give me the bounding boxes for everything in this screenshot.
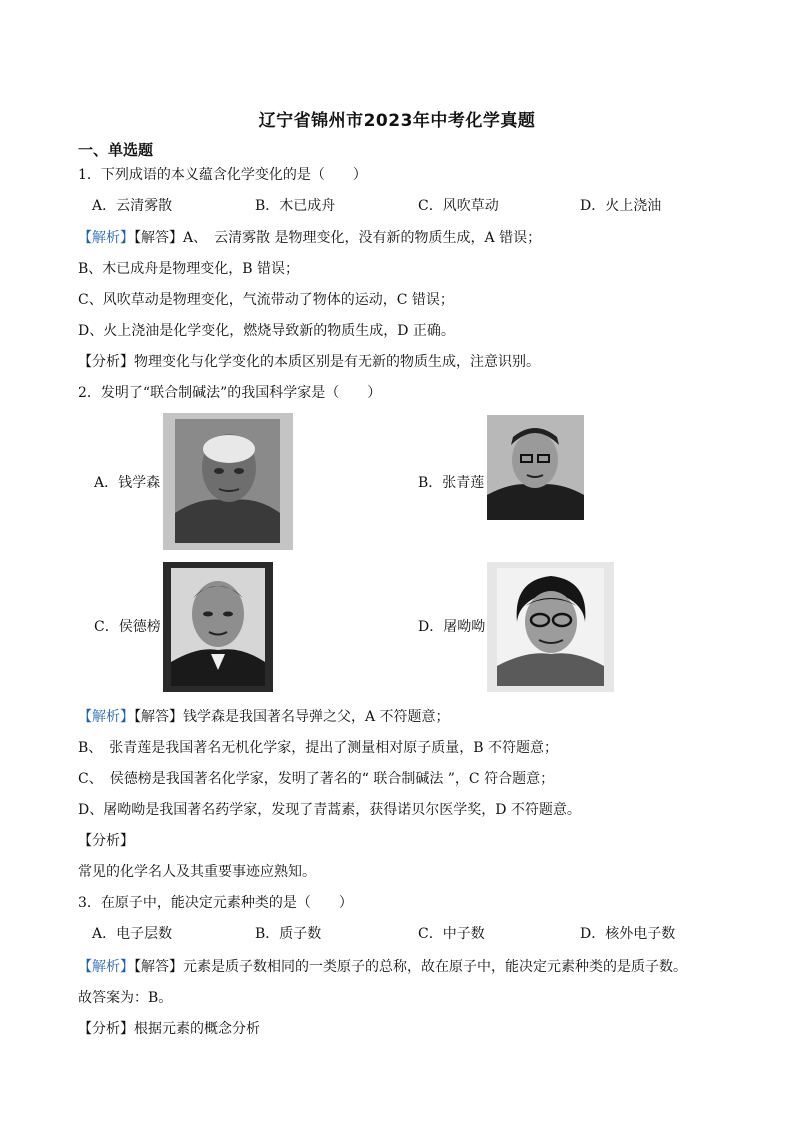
q1-answer-3: C、风吹草动是物理变化，气流带动了物体的运动，C 错误； [78, 292, 454, 308]
q2-option-a: A．钱学森 [94, 475, 161, 491]
q2-option-c: C．侯德榜 [94, 619, 161, 635]
q3-analysis: 【分析】根据元素的概念分析 [78, 1021, 260, 1037]
q1-option-c: C．风吹草动 [418, 198, 499, 214]
portrait-b-image [487, 415, 584, 520]
portrait-b-photo [487, 415, 584, 520]
section-heading: 一、单选题 [78, 141, 154, 159]
q3-option-b: B．质子数 [255, 926, 322, 942]
q2-analysis-label: 【分析】 [78, 833, 134, 849]
page-title: 辽宁省锦州市2023年中考化学真题 [258, 111, 536, 131]
portrait-a-image [163, 413, 293, 550]
q1-solution-line-1 [78, 228, 541, 248]
q2-solution-line-1 [78, 707, 450, 727]
solution-tag: 【解析】 [78, 959, 134, 975]
q3-option-c: C．中子数 [418, 926, 485, 942]
q1-option-d: D．火上浇油 [580, 198, 662, 214]
q2-answer-3: C、 侯德榜是我国著名化学家，发明了著名的“ 联合制碱法 ”，C 符合题意； [78, 771, 555, 787]
q2-answer-4: D、屠呦呦是我国著名药学家，发现了青蒿素，获得诺贝尔医学奖，D 不符题意。 [78, 802, 581, 818]
q3-option-a: A．电子层数 [92, 926, 173, 942]
portrait-c-image [163, 562, 273, 692]
portrait-d-image [487, 562, 614, 692]
portrait-d-photo [487, 562, 614, 692]
question-2-stem: 2．发明了“联合制碱法”的我国科学家是（ ） [78, 385, 382, 401]
q2-option-d: D．屠呦呦 [418, 619, 486, 635]
solution-tag: 【解析】 [78, 230, 134, 246]
q2-answer-1: 【解答】钱学森是我国著名导弹之父，A 不符题意； [134, 709, 450, 725]
portrait-c-photo [163, 562, 273, 692]
q1-analysis: 【分析】物理变化与化学变化的本质区别是有无新的物质生成，注意识别。 [78, 354, 540, 370]
question-1-stem: 1．下列成语的本义蕴含化学变化的是（ ） [78, 167, 367, 183]
q2-option-b: B．张青莲 [418, 475, 485, 491]
q1-answer-1: 【解答】A、 云清雾散 是物理变化，没有新的物质生成，A 错误； [134, 230, 542, 246]
portrait-a-photo [163, 413, 293, 550]
question-3-stem: 3．在原子中，能决定元素种类的是（ ） [78, 895, 353, 911]
solution-tag: 【解析】 [78, 709, 134, 725]
q1-answer-4: D、火上浇油是化学变化，燃烧导致新的物质生成，D 正确。 [78, 323, 455, 339]
q3-answer-2: 故答案为：B。 [78, 990, 173, 1006]
q3-solution-line-1 [78, 957, 687, 977]
q3-answer-1: 【解答】元素是质子数相同的一类原子的总称，故在原子中，能决定元素种类的是质子数。 [134, 959, 687, 975]
q3-option-d: D．核外电子数 [580, 926, 676, 942]
q1-option-b: B．木已成舟 [255, 198, 336, 214]
q1-answer-2: B、木已成舟是物理变化，B 错误； [78, 261, 300, 277]
q2-analysis: 常见的化学名人及其重要事迹应熟知。 [78, 864, 316, 880]
q1-option-a: A．云清雾散 [92, 198, 173, 214]
q2-answer-2: B、 张青莲是我国著名无机化学家，提出了测量相对原子质量，B 不符题意； [78, 740, 559, 756]
